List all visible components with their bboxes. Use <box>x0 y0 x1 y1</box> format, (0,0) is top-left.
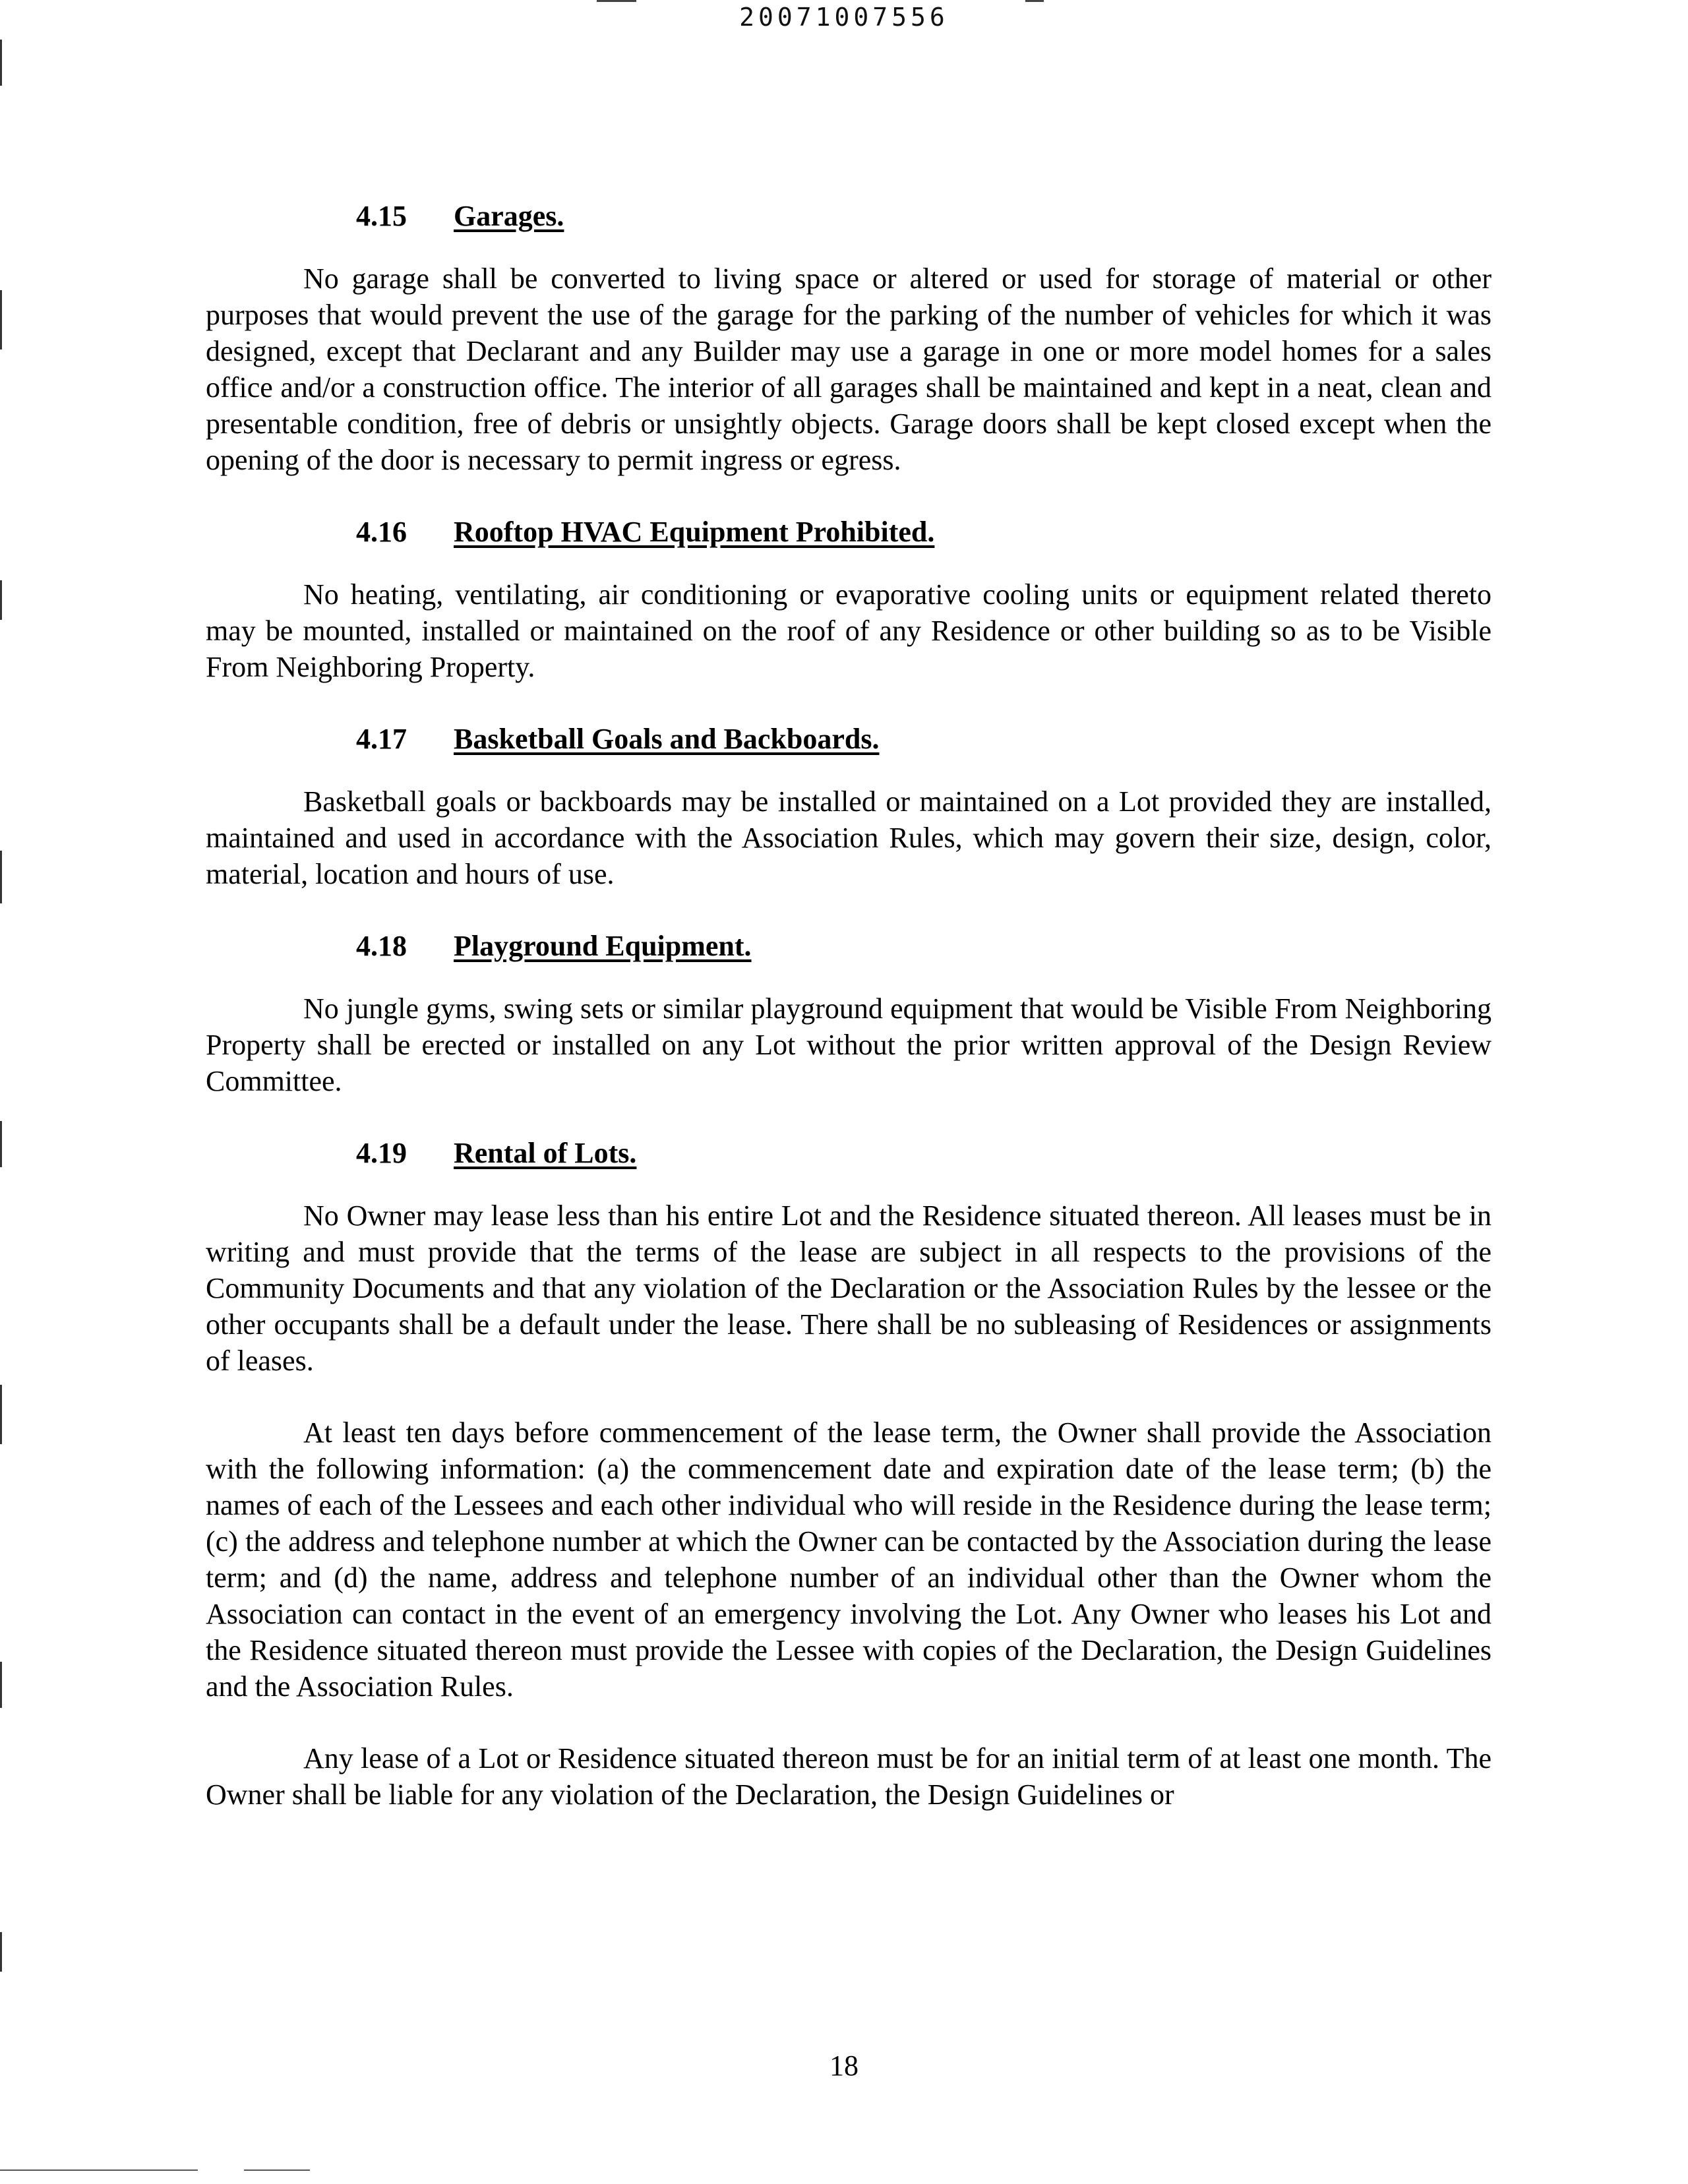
section-number: 4.19 <box>356 1137 407 1169</box>
scan-edge-mark <box>0 851 2 903</box>
scan-edge-mark <box>0 40 2 86</box>
paragraph: At least ten days before commencement of the lease term, the Owner shall provide the Association with the following information: (a) the commencement date and expiration date of the lease term; (b) the names of each of the Lessees and each other individual who will reside in the Residence during the lease term; (c) the address and telephone number at which the Owner can be contacted by the Association during the lease term; and (d) the name, address and telephone number of an individual other than the Owner whom the Association can contact in the event of an emergency involving the Lot. Any Owner who leases his Lot and the Residence situated thereon must provide the Lessee with copies of the Declaration, the Design Guidelines and the Association Rules. <box>206 1416 1492 1703</box>
document-body <box>206 198 1492 1848</box>
scan-edge-mark <box>0 1121 2 1167</box>
paragraph: Any lease of a Lot or Residence situated thereon must be for an initial term of at least one month. The Owner shall be liable for any violation of the Declaration, the Design Guidelines or <box>206 1742 1492 1811</box>
section-number: 4.17 <box>356 723 407 755</box>
section-heading <box>356 198 1492 234</box>
section-title: Garages. <box>454 200 564 232</box>
paragraph: No garage shall be converted to living space or altered or used for storage of material or other purposes that would prevent the use of the garage for the parking of the number of vehicles for which it was designed, except that Declarant and any Builder may use a garage in one or more model homes for a sales office and/or a construction office. The interior of all garages shall be maintained and kept in a neat, clean and presentable condition, free of debris or unsightly objects. Garage doors shall be kept closed except when the opening of the door is necessary to permit ingress or egress. <box>206 262 1492 476</box>
scan-edge-mark <box>0 580 2 620</box>
scan-mark <box>597 0 636 2</box>
paragraph: No heating, ventilating, air conditioning or evaporative cooling units or equipment related thereto may be mounted, installed or maintained on the roof of any Residence or other building so as to be Visible From Neighboring Property. <box>206 578 1492 683</box>
section-4-17 <box>206 721 1492 892</box>
paragraph: Basketball goals or backboards may be installed or maintained on a Lot provided they are installed, maintained and used in accordance with the Association Rules, which may govern their size, design, color, material, location and hours of use. <box>206 785 1492 890</box>
section-4-15 <box>206 198 1492 478</box>
section-heading <box>356 721 1492 757</box>
scan-mark <box>1025 0 1044 2</box>
section-4-18 <box>206 928 1492 1099</box>
section-title: Basketball Goals and Backboards. <box>454 723 880 755</box>
paragraph: No jungle gyms, swing sets or similar playground equipment that would be Visible From Neighboring Property shall be erected or installed on any Lot without the prior written approval of the Design Review Committee. <box>206 992 1492 1097</box>
scan-bottom-line <box>0 2169 198 2171</box>
paragraph: No Owner may lease less than his entire Lot and the Residence situated thereon. All leases must be in writing and must provide that the terms of the lease are subject in all respects to the provisions of the Community Documents and that any violation of the Declaration or the Association Rules by the lessee or the other occupants shall be a default under the lease. There shall be no subleasing of Residences or assignments of leases. <box>206 1199 1492 1377</box>
scan-edge-mark <box>0 290 2 349</box>
section-title: Rooftop HVAC Equipment Prohibited. <box>454 516 935 548</box>
section-title: Playground Equipment. <box>454 930 752 962</box>
section-4-16 <box>206 514 1492 685</box>
scan-edge-mark <box>0 1662 2 1708</box>
scan-edge-mark <box>0 1932 2 1972</box>
section-number: 4.16 <box>356 516 407 548</box>
section-number: 4.15 <box>356 200 407 232</box>
section-4-19 <box>206 1135 1492 1813</box>
section-number: 4.18 <box>356 930 407 962</box>
section-title: Rental of Lots. <box>454 1137 637 1169</box>
page-number: 18 <box>829 2049 859 2082</box>
section-heading <box>356 514 1492 550</box>
section-heading <box>356 928 1492 964</box>
document-number: 20071007556 <box>739 3 949 32</box>
scan-edge-mark <box>0 1385 2 1444</box>
scan-bottom-line <box>244 2169 310 2171</box>
section-heading <box>356 1135 1492 1171</box>
